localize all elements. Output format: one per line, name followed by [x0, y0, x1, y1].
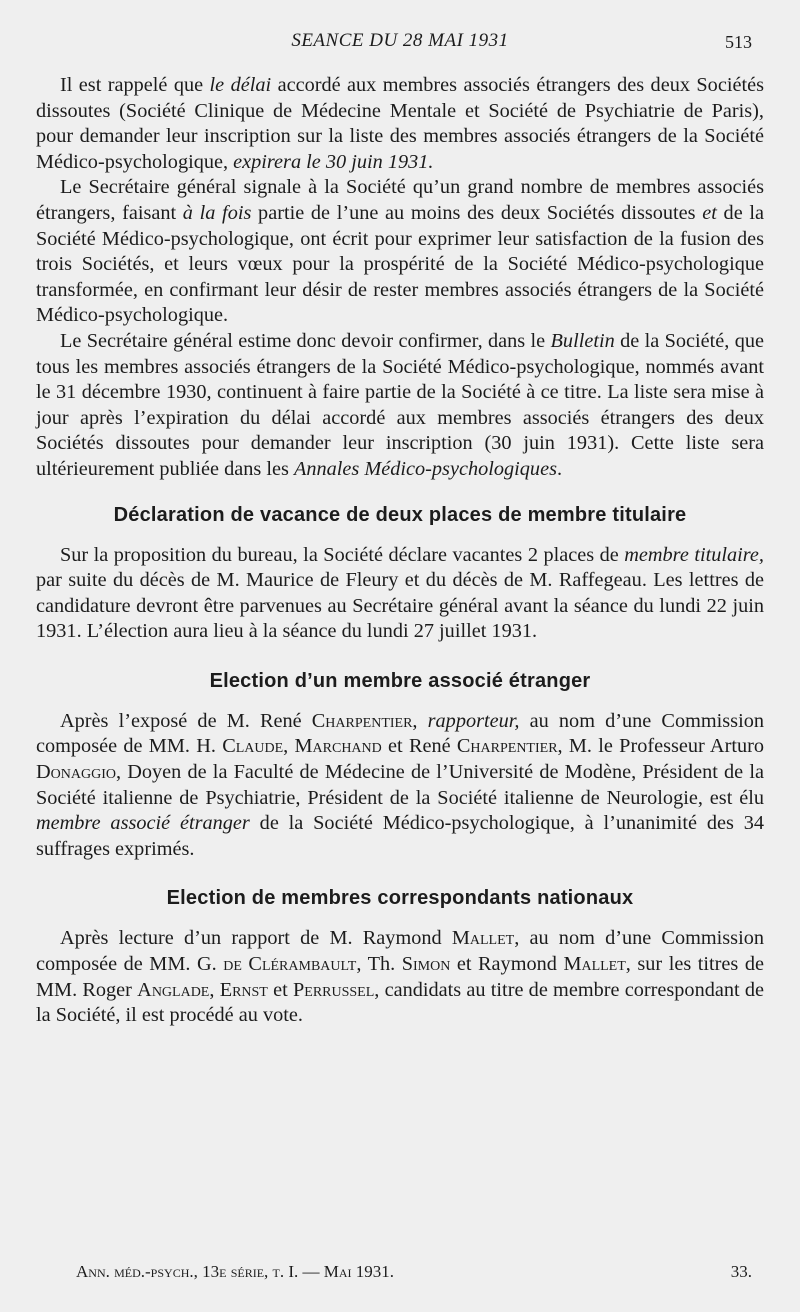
footer-citation: Ann. méd.-psych., 13e série, t. I. — Mai 1931. [76, 1262, 395, 1281]
heading-vacance: Déclaration de vacance de deux places de membre titulaire [113, 503, 687, 526]
footer-signature: 33. [730, 1262, 752, 1281]
body-text [36, 73, 764, 1029]
paragraph-correspondants: Après lecture d’un rapport de M. Raymond Mallet, au nom d’une Commission composée de MM. G. de Clérambault, Th. Simon et Raymond Mallet, sur les titres de MM. Roger Anglade, Ernst et Perrussel, candidats au titre de membre correspondant de la Société, il est procédé au vote. [36, 927, 765, 1027]
heading-correspondants: Election de membres correspondants nationaux [166, 887, 634, 910]
heading-membre-associe: Election d’un membre associé étranger [209, 669, 591, 692]
page-footer [76, 1262, 752, 1282]
running-header [0, 30, 800, 54]
paragraph-vacance: Sur la proposition du bureau, la Société déclare vacantes 2 places de membre titulaire, par suite du décès de M. Maurice de Fleury et du décès de M. Raffegeau. Les lettres de candidature devront être parvenues au Secrétaire général avant la séance du lundi 22 juin 1931. L’élection aura lieu à la séance du lundi 27 juillet 1931. [36, 543, 764, 643]
header-page-number: 513 [725, 32, 752, 52]
paragraph-delai: Il est rappelé que le délai accordé aux membres associés étrangers des deux Sociétés dissoutes (Société Clinique de Médecine Mentale et Société de Psychiatrie de Paris), pour demander leur inscription sur la liste des membres associés étrangers de la Société Médico-psychologique, expirera le 30 juin 1931. [36, 74, 764, 173]
header-title: SEANCE DU 28 MAI 1931 [291, 30, 509, 51]
paragraph-membre-associe: Après l’exposé de M. René Charpentier, rapporteur, au nom d’une Commission composée de MM. H. Claude, Marchand et René Charpentier, M. le Professeur Arturo Donaggio, Doyen de la Faculté de Médecine de l’Université de Modène, Président de la Société italienne de Psychiatrie, Président de la Société italienne de Neurologie, est élu membre associé étranger de la Société Médico-psychologique, à l’unanimité des 34 suffrages exprimés. [36, 709, 764, 860]
paragraph-secretaire-estime: Le Secrétaire général estime donc devoir confirmer, dans le Bulletin de la Société, que tous les membres associés étrangers de la Société Médico-psychologique, nommés avant le 31 décembre 1930, continuent à faire partie de la Société à ce titre. La liste sera mise à jour après l’expiration du délai accordé aux membres associés étrangers des deux Sociétés dissoutes pour demander leur inscription (30 juin 1931). Cette liste sera ultérieurement publiée dans les Annales Médico-psychologiques. [36, 329, 765, 480]
paragraph-secretaire-signale: Le Secrétaire général signale à la Société qu’un grand nombre de membres associés étrangers, faisant à la fois partie de l’une au moins des deux Sociétés dissoutes et de la Société Médico-psychologique, ont écrit pour exprimer leur satisfaction de la fusion des trois Sociétés, et leurs vœux pour la prospérité de la Société Médico-psychologique transformée, en confirmant leur désir de rester membres associés étrangers de la Société Médico-psychologique. [36, 176, 764, 327]
